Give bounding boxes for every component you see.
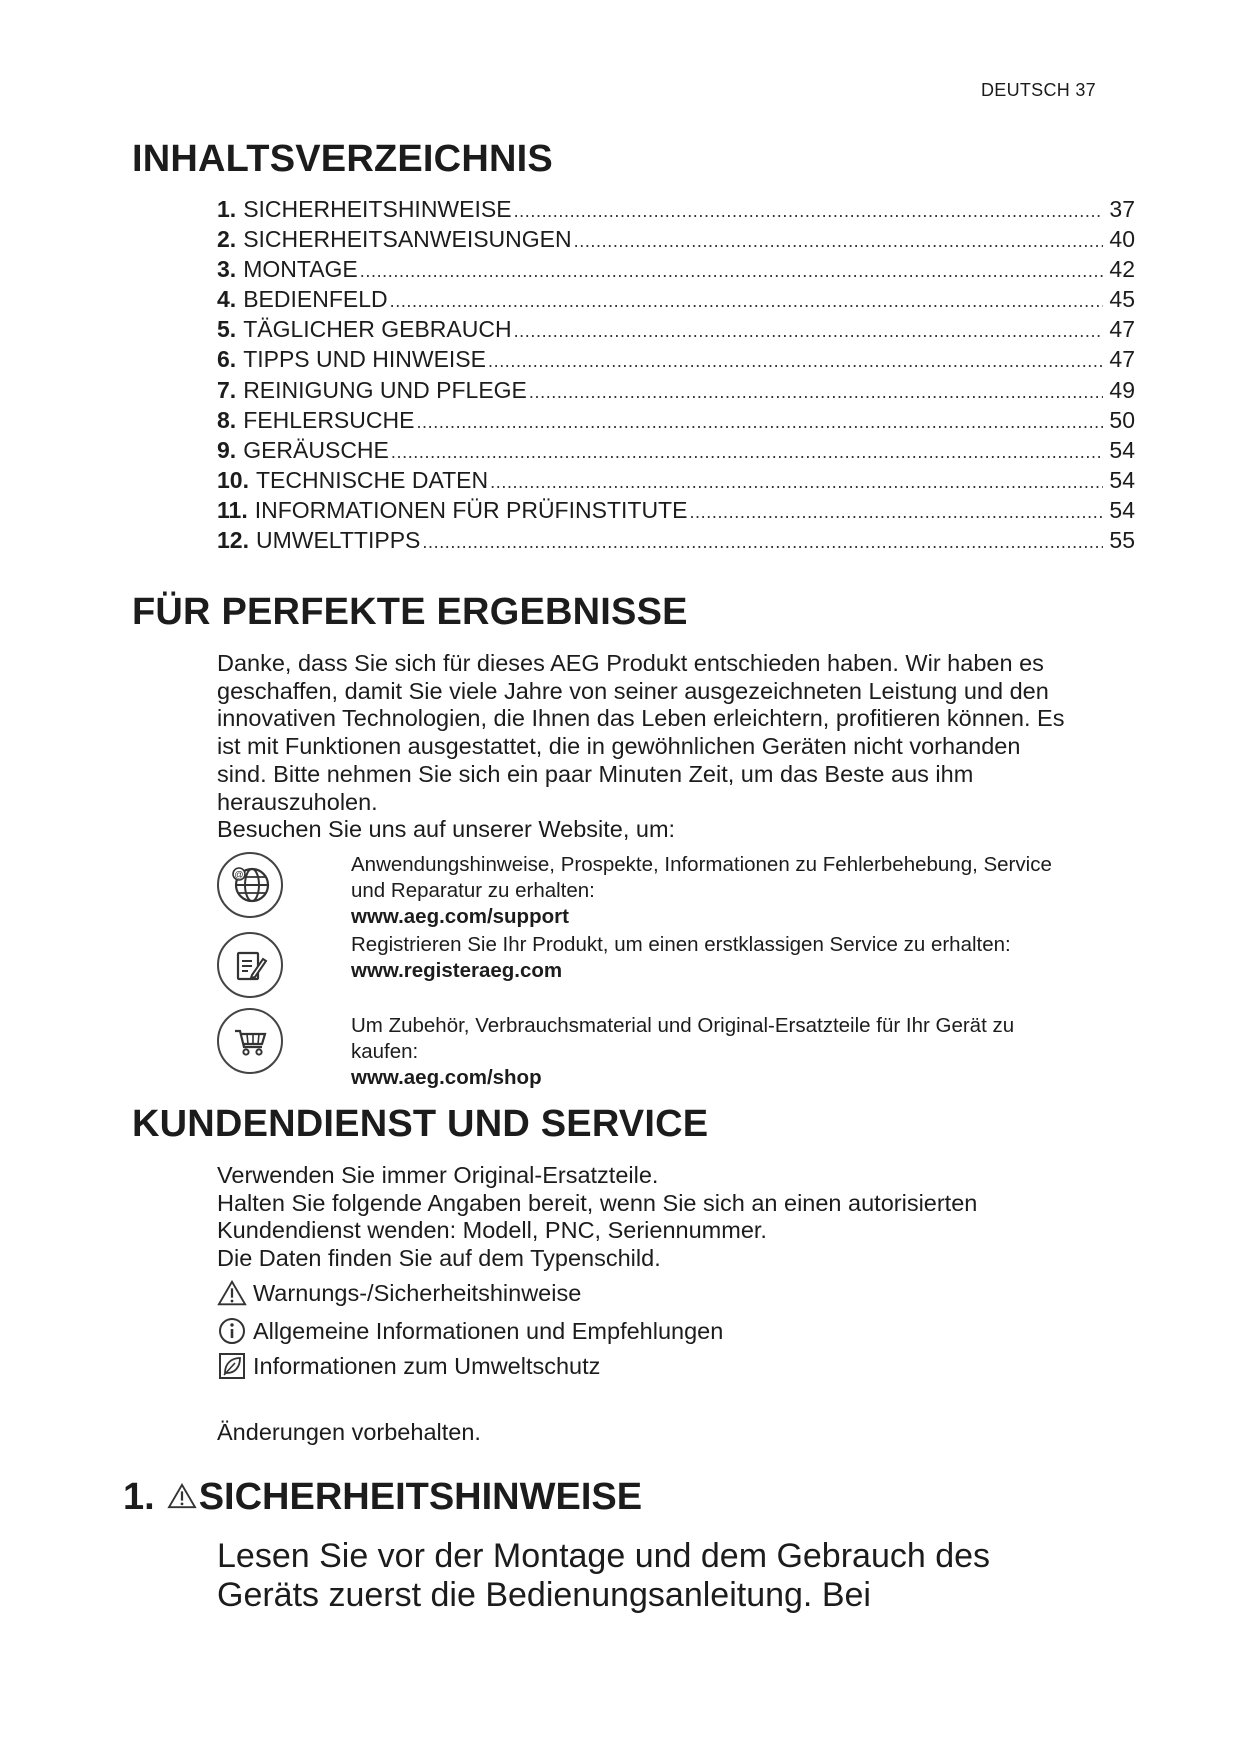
text-line: ist mit Funktionen ausgestattet, die in gewöhnlichen Geräten nicht vorhanden [217,733,1021,760]
toc-item[interactable] [217,346,1135,376]
text-line: Verwenden Sie immer Original-Ersatzteile. [217,1162,659,1188]
toc-item[interactable] [217,286,1135,316]
toc-item-label: TECHNISCHE DATEN [255,466,489,493]
shop-text [351,1013,1151,1091]
toc-leader [416,407,1103,434]
results-paragraph [217,650,1137,844]
toc-item-number: 8. [217,406,237,433]
register-text [351,932,1151,984]
visit-text: Besuchen Sie uns auf unserer Website, um: [217,816,676,843]
toc-item-number: 11. [217,496,248,523]
toc-item-label: REINIGUNG UND PFLEGE [243,376,527,403]
section-title: SICHERHEITSHINWEISE [198,1476,643,1518]
text-line: Halten Sie folgende Angaben bereit, wenn Sie sich an einen autorisierten [217,1189,978,1216]
changes-note: Änderungen vorbehalten. [217,1419,481,1445]
toc-item[interactable] [217,226,1135,256]
toc-item-page: 50 [1109,406,1135,433]
toc-leader [529,377,1103,404]
toc-leader [422,527,1103,554]
text-line: Die Daten finden Sie auf dem Typenschild. [217,1245,661,1272]
text-line: und Reparatur zu erhalten: [351,879,595,902]
table-of-contents [217,196,1135,557]
toc-item[interactable] [217,256,1135,286]
cart-icon [217,1008,283,1074]
warning-icon [217,1278,247,1308]
legend-item-warning [217,1278,581,1308]
toc-item-page: 47 [1109,346,1135,373]
toc-item-number: 12. [217,527,249,554]
text-line: Anwendungshinweise, Prospekte, Informationen zu Fehlerbehebung, Service [351,853,1052,876]
text-line: sind. Bitte nehmen Sie sich ein paar Minuten Zeit, um das Beste aus ihm [217,760,974,787]
service-title: KUNDENDIENST UND SERVICE [132,1103,709,1145]
toc-item-label: TÄGLICHER GEBRAUCH [243,316,512,343]
toc-leader [488,346,1103,373]
section-heading [123,1476,642,1519]
toc-leader [514,316,1103,343]
toc-item-label: UMWELTTIPPS [255,527,421,554]
toc-item-page: 40 [1109,226,1135,253]
text-line: Lesen Sie vor der Montage und dem Gebrauch des [217,1537,991,1575]
text-line: Um Zubehör, Verbrauchsmaterial und Original-Ersatzteile für Ihr Gerät zu [351,1014,1015,1037]
toc-item-page: 37 [1109,196,1135,222]
shop-link[interactable]: www.aeg.com/shop [351,1066,542,1089]
svg-text:@: @ [234,869,244,880]
legend-item-environment [217,1351,600,1381]
section-intro [217,1537,1117,1615]
results-title: FÜR PERFEKTE ERGEBNISSE [132,591,688,633]
toc-item[interactable] [217,407,1135,437]
globe-icon [217,852,283,918]
toc-item-number: 5. [217,316,237,343]
toc-item-number: 2. [217,226,237,253]
toc-item[interactable] [217,467,1135,497]
register-link[interactable]: www.registeraeg.com [351,959,563,982]
page-header: DEUTSCH 37 [980,80,1096,100]
section-number: 1. [123,1476,155,1518]
toc-item-label: SICHERHEITSANWEISUNGEN [243,226,572,253]
toc-item[interactable] [217,196,1135,226]
warning-icon [167,1476,197,1519]
toc-leader [391,437,1103,464]
legend-item-info [217,1316,723,1346]
toc-item-page: 49 [1109,376,1135,403]
toc-item-page: 47 [1109,316,1135,343]
toc-item-label: TIPPS UND HINWEISE [243,346,486,373]
toc-item[interactable] [217,527,1135,557]
toc-item-label: INFORMATIONEN FÜR PRÜFINSTITUTE [254,496,688,523]
text-line: herauszuholen. [217,788,378,815]
toc-leader [689,497,1103,524]
toc-item[interactable] [217,316,1135,346]
toc-item[interactable] [217,437,1135,467]
text-line: Registrieren Sie Ihr Produkt, um einen erstklassigen Service zu erhalten: [351,933,1011,956]
toc-item-number: 1. [217,196,237,222]
info-icon [217,1316,247,1346]
toc-leader [490,467,1103,494]
toc-item-number: 10. [217,466,249,493]
legend-label: Allgemeine Informationen und Empfehlungen [253,1317,724,1344]
toc-item-page: 45 [1109,286,1135,313]
legend-label: Warnungs-/Sicherheitshinweise [253,1279,582,1306]
toc-item-page: 42 [1109,256,1135,283]
toc-item-label: FEHLERSUCHE [243,406,415,433]
toc-item-page: 54 [1109,496,1135,523]
toc-leader [514,196,1103,223]
toc-leader [390,286,1103,313]
toc-item-number: 7. [217,376,237,403]
text-line: innovativen Technologien, die Ihnen das Leben erleichtern, profitieren können. Es [217,705,1065,732]
toc-leader [360,256,1103,283]
toc-item-label: GERÄUSCHE [243,436,389,463]
text-line: Kundendienst wenden: Modell, PNC, Seriennummer. [217,1217,767,1244]
toc-item-label: SICHERHEITSHINWEISE [243,196,512,222]
text-line: geschaffen, damit Sie viele Jahre von seiner ausgezeichneten Leistung und den [217,677,1049,704]
text-line: Danke, dass Sie sich für dieses AEG Produkt entschieden haben. Wir haben es [217,650,1044,676]
toc-item-number: 6. [217,346,237,373]
toc-leader [574,226,1103,253]
toc-item-label: MONTAGE [243,256,358,283]
toc-title: INHALTSVERZEICHNIS [132,138,553,180]
environment-icon [217,1351,247,1381]
support-text [351,852,1151,930]
toc-item[interactable] [217,377,1135,407]
toc-item[interactable] [217,497,1135,527]
toc-item-number: 4. [217,286,237,313]
text-line: kaufen: [351,1040,419,1063]
toc-item-number: 9. [217,436,237,463]
toc-item-label: BEDIENFELD [243,286,388,313]
toc-item-page: 55 [1109,527,1135,554]
text-line: Geräts zuerst die Bedienungsanleitung. Bei [217,1576,871,1614]
toc-item-page: 54 [1109,436,1135,463]
register-icon [217,932,283,998]
service-paragraph [217,1162,1137,1273]
toc-item-page: 54 [1109,466,1135,493]
toc-item-number: 3. [217,256,237,283]
legend-label: Informationen zum Umweltschutz [253,1352,601,1379]
support-link[interactable]: www.aeg.com/support [351,905,569,928]
